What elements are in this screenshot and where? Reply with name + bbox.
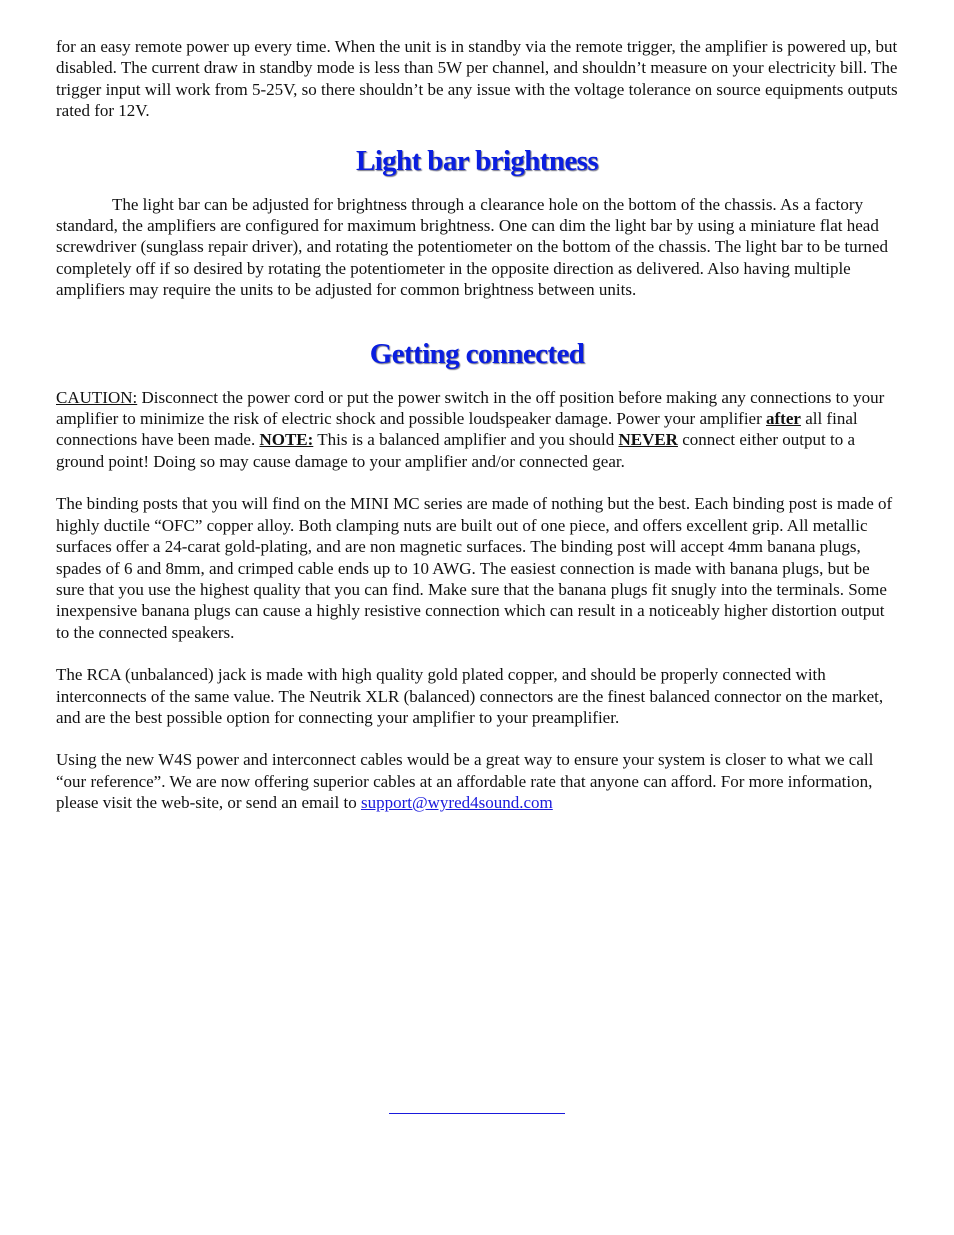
caution-text-3: This is a balanced amplifier and you should [313, 430, 619, 450]
note-label: NOTE: [259, 430, 314, 450]
cables-text: Using the new W4S power and interconnect cables would be a great way to ensure your system is closer to what we call “our reference”. We are now offering superior cables at an affordable rate that anyone can afford. For more information, please visit the web-site, or send an email to [56, 750, 874, 813]
after-emphasis: after [766, 409, 801, 429]
light-bar-heading: Light bar brightness [355, 144, 599, 177]
support-email-link[interactable]: support@wyred4sound.com [360, 793, 553, 813]
footer-divider [389, 1113, 565, 1114]
caution-text-2: all final connections have been made. [56, 409, 858, 450]
getting-connected-heading: Getting connected [369, 337, 585, 370]
cables-paragraph [56, 749, 898, 813]
caution-paragraph [56, 387, 898, 473]
light-bar-paragraph: The light bar can be adjusted for brightness through a clearance hole on the bottom of the chassis. As a factory standard, the amplifiers are configured for maximum brightness. One can dim the light bar by using a miniature flat head screwdriver (sunglass repair driver), and rotating the potentiometer on the bottom of the chassis. The light bar to be turned completely off if so desired by rotating the potentiometer in the opposite direction as delivered. Also having multiple amplifiers may require the units to be adjusted for common brightness between units. [56, 194, 888, 300]
intro-paragraph: for an easy remote power up every time. When the unit is in standby via the remote trigger, the amplifier is powered up, but disabled. The current draw in standby mode is less than 5W per channel, and shouldn’t measure on your electricity bill. The trigger input will work from 5-25V, so there shouldn’t be any issue with the voltage tolerance on source equipments outputs rated for 12V. [56, 37, 898, 121]
document-page [56, 36, 898, 814]
rca-paragraph: The RCA (unbalanced) jack is made with high quality gold plated copper, and should be properly connected with interconnects of the same value. The Neutrik XLR (balanced) connectors are the finest balanced connector on the market, and are the best possible option for connecting your amplifier to your preamplifier. [56, 665, 884, 727]
binding-posts-paragraph: The binding posts that you will find on the MINI MC series are made of nothing but the best. Each binding post is made of highly ductile “OFC” copper alloy. Both clamping nuts are built out of one piece, and offers excellent grip. All metallic surfaces offer a 24-carat gold-plating, and are non magnetic surfaces. The binding post will accept 4mm banana plugs, spades of 6 and 8mm, and crimped cable ends up to 10 AWG. The easiest connection is made with banana plugs, but be sure that you use the highest quality that you can find. Make sure that the banana plugs fit snugly into the terminals. Some inexpensive banana plugs can cause a highly resistive connection which can result in a noticeably higher distortion output to the connected speakers. [56, 494, 893, 642]
never-emphasis: NEVER [618, 430, 678, 450]
caution-text-1: Disconnect the power cord or put the power switch in the off position before making any connections to your amplifier to minimize the risk of electric shock and possible loudspeaker damage. Power your amplifier [56, 387, 885, 429]
caution-label: CAUTION: [56, 387, 138, 407]
caution-text-4: connect either output to a ground point! Doing so may cause damage to your amplifier and/or connected gear. [56, 430, 855, 471]
